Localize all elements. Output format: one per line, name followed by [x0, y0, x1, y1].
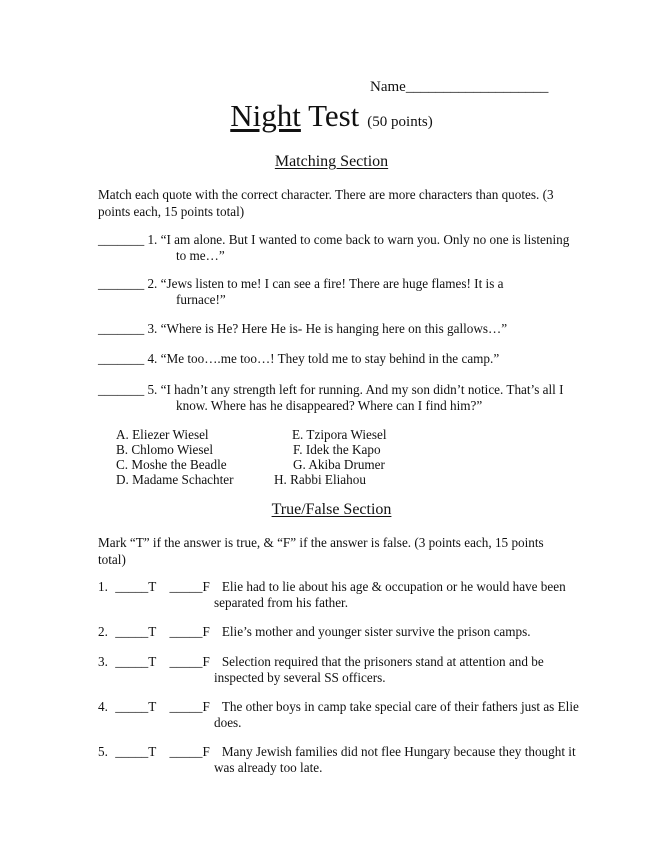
- question-text: _______ 1. “I am alone. But I wanted to come back to warn you. Only no one is listening: [98, 232, 570, 247]
- question-text: _______ 3. “Where is He? Here He is- He is hanging here on this gallows…”: [98, 321, 508, 336]
- truefalse-item-2: [98, 624, 568, 640]
- true-blank: _____T: [115, 579, 157, 594]
- truefalse-item-3: [98, 654, 568, 686]
- item-text-cont: separated from his father.: [214, 595, 349, 610]
- matching-question-5: [98, 382, 568, 414]
- true-blank: _____T: [115, 699, 157, 714]
- item-number: 1.: [98, 579, 108, 594]
- title-main: [230, 98, 359, 133]
- choices-right-column: [274, 427, 387, 487]
- truefalse-item-5: [98, 744, 576, 776]
- matching-heading: Matching Section: [274, 153, 389, 170]
- false-blank: _____F: [169, 744, 210, 759]
- truefalse-heading: True/False Section: [271, 501, 392, 518]
- true-blank: _____T: [115, 624, 157, 639]
- false-blank: _____F: [169, 579, 210, 594]
- question-text-cont: know. Where has he disappeared? Where can I find him?”: [176, 398, 483, 413]
- true-blank: _____T: [115, 654, 157, 669]
- matching-question-1: [98, 232, 568, 264]
- item-text-cont: was already too late.: [214, 760, 323, 775]
- item-number: 3.: [98, 654, 108, 669]
- question-text: _______ 4. “Me too….me too…! They told me to stay behind in the camp.”: [98, 351, 500, 366]
- page-title: [0, 98, 663, 134]
- false-blank: _____F: [169, 624, 210, 639]
- choice-e: E. Tzipora Wiesel: [292, 427, 387, 442]
- truefalse-item-4: [98, 699, 579, 731]
- item-text-cont: does.: [214, 715, 242, 730]
- choice-f: F. Idek the Kapo: [293, 442, 381, 457]
- choice-c: C. Moshe the Beadle: [116, 457, 227, 472]
- item-text-cont: inspected by several SS officers.: [214, 670, 386, 685]
- item-number: 2.: [98, 624, 108, 639]
- title-points: (50 points): [367, 114, 433, 130]
- question-text-cont: to me…”: [176, 248, 225, 263]
- true-blank: _____T: [115, 744, 157, 759]
- false-blank: _____F: [169, 654, 210, 669]
- item-text: Elie had to lie about his age & occupation or he would have been: [221, 579, 566, 594]
- choice-g: G. Akiba Drumer: [293, 457, 385, 472]
- item-number: 4.: [98, 699, 108, 714]
- item-text: Elie’s mother and younger sister survive the prison camps.: [221, 624, 531, 639]
- question-text: _______ 2. “Jews listen to me! I can see a fire! There are huge flames! It is a: [98, 276, 504, 291]
- matching-instructions: Match each quote with the correct character. There are more characters than quotes. (3 points each, 15 points total): [98, 187, 554, 219]
- truefalse-item-1: [98, 579, 568, 611]
- item-text: Many Jewish families did not flee Hungary because they thought it: [221, 744, 576, 759]
- matching-question-4: [98, 351, 568, 367]
- matching-question-2: [98, 276, 568, 308]
- title-book-name: Night: [230, 98, 301, 133]
- question-text: _______ 5. “I hadn’t any strength left for running. And my son didn’t notice. That’s all I: [98, 382, 564, 397]
- choice-b: B. Chlomo Wiesel: [116, 442, 214, 457]
- choice-h: H. Rabbi Eliahou: [274, 472, 366, 487]
- matching-question-3: [98, 321, 568, 337]
- choices-left-column: [116, 427, 234, 487]
- choice-d: D. Madame Schachter: [116, 472, 234, 487]
- truefalse-instructions: Mark “T” if the answer is true, & “F” if the answer is false. (3 points each, 15 points total): [98, 535, 544, 567]
- item-text: Selection required that the prisoners stand at attention and be: [221, 654, 544, 669]
- choice-a: A. Eliezer Wiesel: [116, 427, 209, 442]
- title-test-word: Test: [300, 98, 360, 133]
- name-field-label: Name___________________: [370, 79, 549, 95]
- item-text: The other boys in camp take special care of their fathers just as Elie: [221, 699, 579, 714]
- question-text-cont: furnace!”: [176, 292, 226, 307]
- false-blank: _____F: [169, 699, 210, 714]
- item-number: 5.: [98, 744, 108, 759]
